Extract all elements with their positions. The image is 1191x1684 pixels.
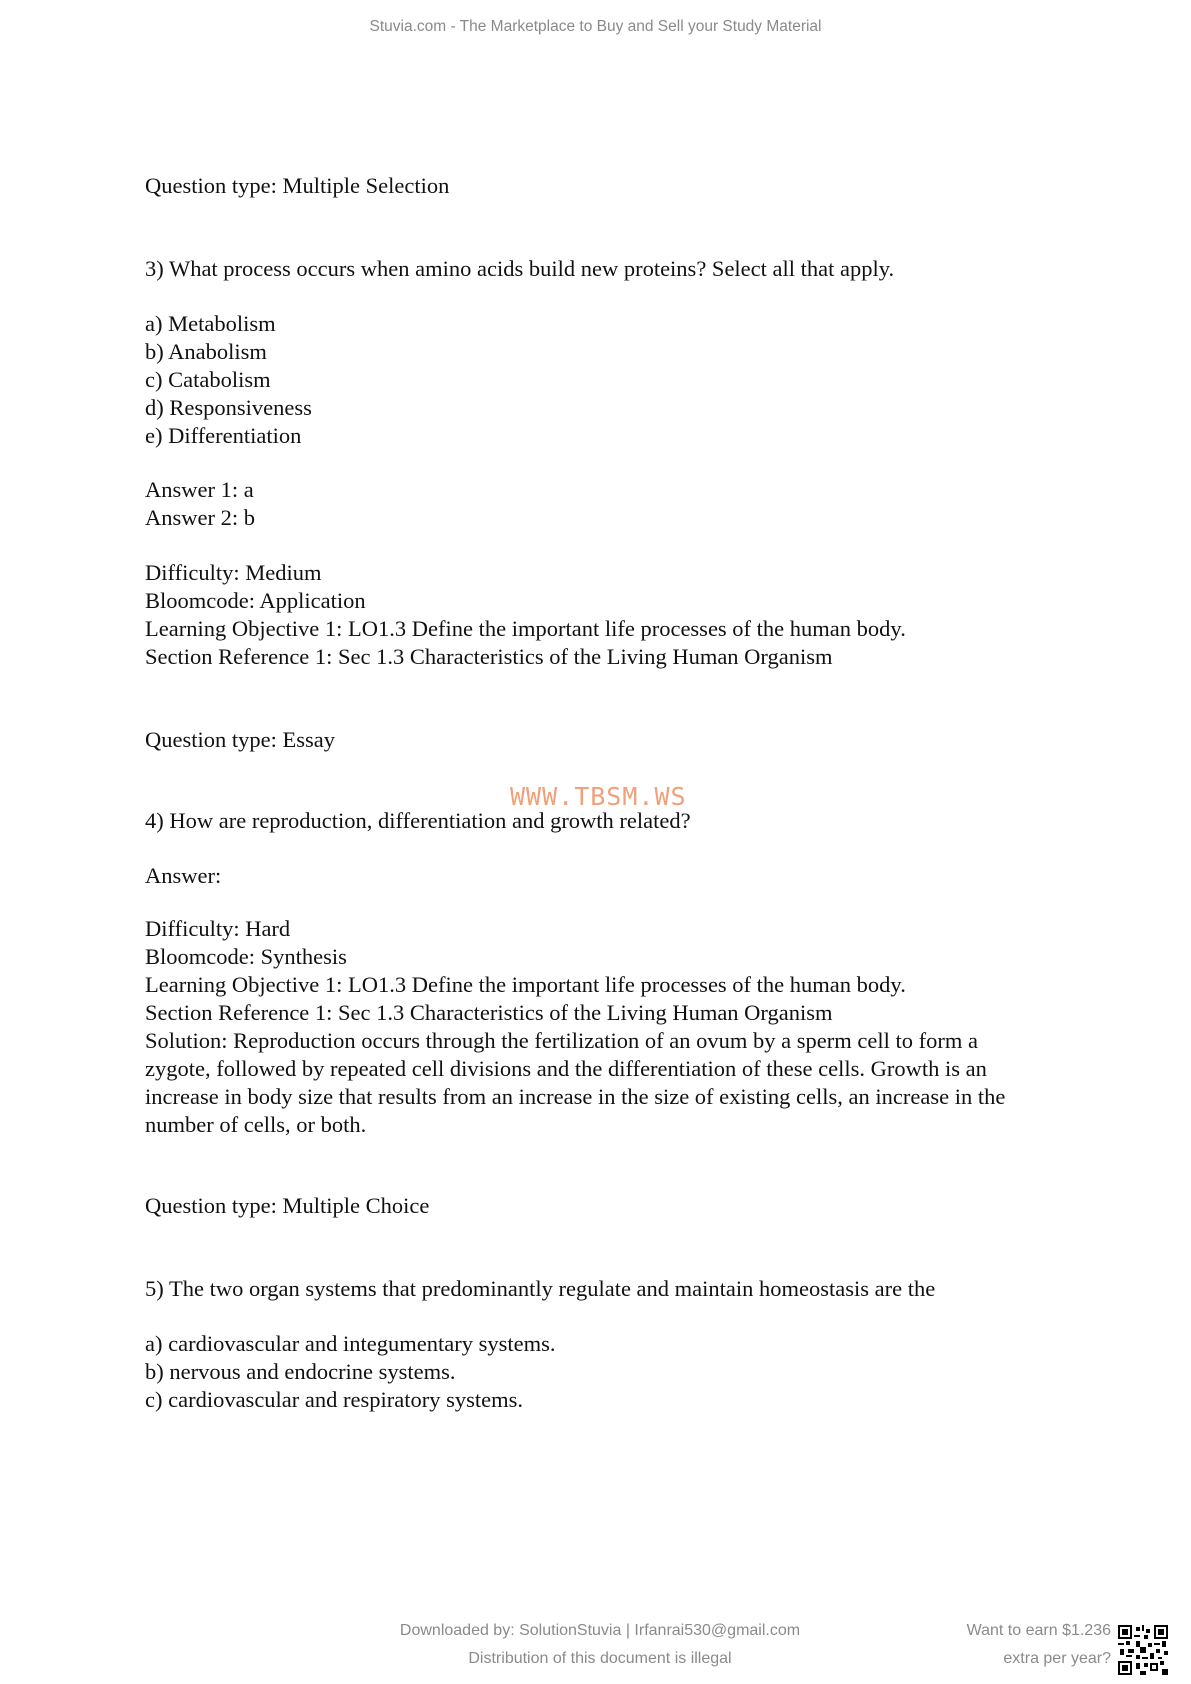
section-reference: Section Reference 1: Sec 1.3 Characteristics of the Living Human Organism	[145, 1000, 833, 1025]
learning-objective: Learning Objective 1: LO1.3 Define the important life processes of the human body.	[145, 616, 906, 641]
solution-line: number of cells, or both.	[145, 1112, 367, 1137]
q4-type	[145, 726, 1075, 754]
option: b) Anabolism	[145, 339, 267, 364]
difficulty: Difficulty: Hard	[145, 916, 291, 941]
question-type: Question type: Essay	[145, 727, 335, 752]
bloomcode: Bloomcode: Application	[145, 588, 366, 613]
q3-question	[145, 255, 1075, 283]
question-text: 3) What process occurs when amino acids build new proteins? Select all that apply.	[145, 256, 895, 281]
option: a) Metabolism	[145, 311, 276, 336]
site-header: Stuvia.com - The Marketplace to Buy and Sell your Study Material	[369, 18, 822, 35]
q4-question	[145, 807, 1075, 835]
earn-promo-line-2[interactable]: extra per year?	[1003, 1650, 1111, 1667]
question-type: Question type: Multiple Choice	[145, 1193, 430, 1218]
section-reference: Section Reference 1: Sec 1.3 Characteristics of the Living Human Organism	[145, 644, 833, 669]
downloaded-by: Downloaded by: SolutionStuvia | Irfanrai530@gmail.com	[399, 1622, 801, 1639]
answer: Answer 1: a	[145, 477, 254, 502]
distribution-notice: Distribution of this document is illegal	[468, 1650, 732, 1667]
question-text: 4) How are reproduction, differentiation and growth related?	[145, 808, 691, 833]
q3-type	[145, 172, 1075, 200]
answer: Answer 2: b	[145, 505, 255, 530]
solution-line: increase in body size that results from an increase in the size of existing cells, an increase in the	[145, 1084, 1006, 1109]
q5-options	[145, 1330, 1075, 1414]
difficulty: Difficulty: Medium	[145, 560, 322, 585]
bloomcode: Bloomcode: Synthesis	[145, 944, 347, 969]
option: b) nervous and endocrine systems.	[145, 1359, 456, 1384]
qr-code-icon[interactable]	[1118, 1625, 1168, 1675]
watermark: WWW.TBSM.WS	[510, 782, 687, 811]
question-text: 5) The two organ systems that predominantly regulate and maintain homeostasis are the	[145, 1276, 936, 1301]
q5-type	[145, 1192, 1075, 1220]
q3-answers	[145, 476, 1075, 532]
option: a) cardiovascular and integumentary systems.	[145, 1331, 556, 1356]
earn-promo-line-1[interactable]: Want to earn $1.236	[966, 1622, 1111, 1639]
option: c) cardiovascular and respiratory systems.	[145, 1387, 523, 1412]
learning-objective: Learning Objective 1: LO1.3 Define the important life processes of the human body.	[145, 972, 906, 997]
option: c) Catabolism	[145, 367, 271, 392]
q4-answer	[145, 862, 1075, 890]
q4-meta	[145, 915, 1075, 1139]
solution-line: zygote, followed by repeated cell divisions and the differentiation of these cells. Growth is an	[145, 1056, 987, 1081]
question-type: Question type: Multiple Selection	[145, 173, 450, 198]
q3-options	[145, 310, 1075, 450]
option: e) Differentiation	[145, 423, 302, 448]
option: d) Responsiveness	[145, 395, 312, 420]
q5-question	[145, 1275, 1075, 1303]
solution-line: Solution: Reproduction occurs through the fertilization of an ovum by a sperm cell to form a	[145, 1028, 978, 1053]
answer: Answer:	[145, 863, 222, 888]
q3-meta	[145, 559, 1075, 671]
